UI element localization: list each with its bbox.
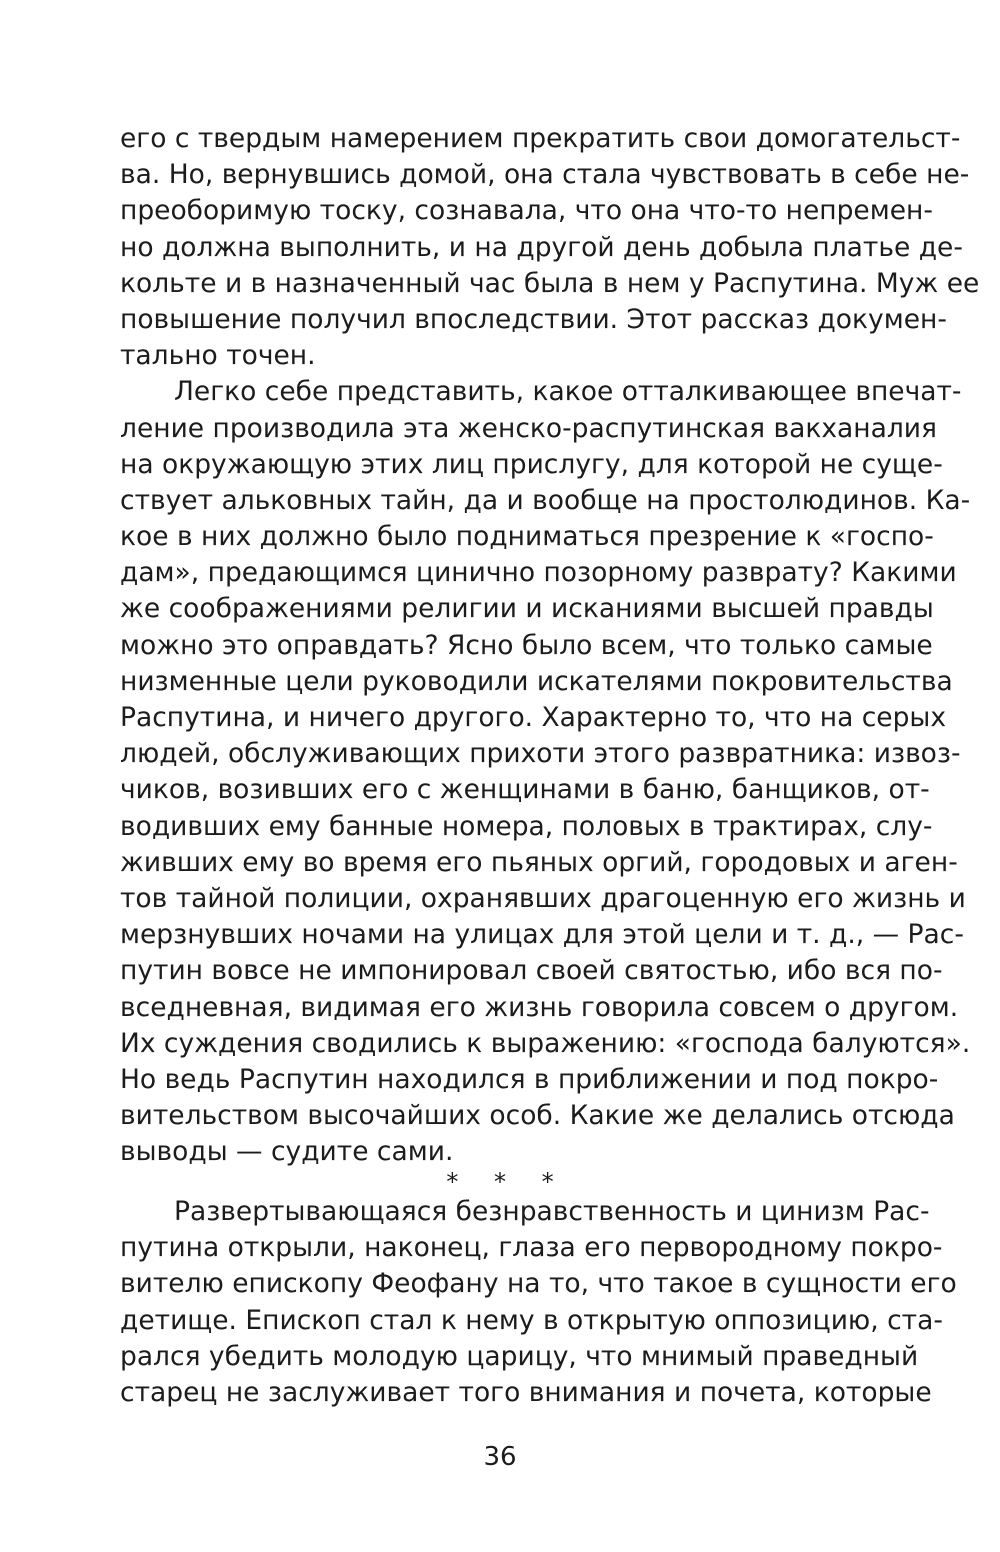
text-line: Развертывающаяся безнравственность и цинизм Рас- — [174, 1196, 930, 1227]
text-line: повышение получил впоследствии. Этот рассказ докумен- — [120, 303, 947, 335]
text-line: вительством высочайших особ. Какие же делались отсюда — [120, 1100, 955, 1132]
page-number: 36 — [483, 1442, 517, 1472]
text-line: но должна выполнить, и на другой день добыла платье де- — [120, 231, 963, 263]
text-line: чиков, возивших его с женщинами в баню, банщиков, от- — [120, 774, 930, 806]
text-line: выводы — судите сами. — [120, 1136, 454, 1168]
text-line: водивших ему банные номера, половых в трактирах, слу- — [120, 810, 933, 842]
text-line: детище. Епископ стал к нему в открытую оппозицию, ста- — [120, 1304, 943, 1336]
text-line: Легко себе представить, какое отталкивающее впечат- — [174, 376, 962, 408]
text-line: рался убедить молодую царицу, что мнимый праведный — [120, 1340, 919, 1372]
text-line: путина открыли, наконец, глаза его первородному покро- — [120, 1232, 943, 1264]
section-separator: * * * — [446, 1168, 568, 1196]
text-line: Их суждения сводились к выражению: «господа балуются». — [120, 1027, 971, 1059]
text-line: мерзнувших ночами на улицах для этой цели и т. д., — Рас- — [120, 919, 964, 951]
text-line: ва. Но, вернувшись домой, она стала чувствовать в себе не- — [120, 159, 970, 191]
main-text-block — [120, 121, 980, 1170]
text-line: вителю епископу Феофану на то, что такое в сущности его — [120, 1268, 957, 1300]
text-line: ствует альковных тайн, да и вообще на простолюдинов. Ка- — [120, 484, 971, 516]
text-line: Но ведь Распутин находился в приближении и под покро- — [120, 1063, 939, 1095]
text-line: старец не заслуживает того внимания и почета, которые — [120, 1376, 932, 1408]
text-line: людей, обслуживающих прихоти этого развратника: извоз- — [120, 738, 961, 770]
text-line: преоборимую тоску, сознавала, что она что-то непремен- — [120, 195, 933, 227]
text-line: ление производила эта женско-распутинская вакханалия — [120, 412, 937, 444]
text-line: тально точен. — [120, 340, 316, 372]
text-line: кольте и в назначенный час была в нем у Распутина. Муж ее — [120, 267, 980, 299]
text-line: дам», предающимся цинично позорному разврату? Какими — [120, 557, 957, 589]
text-line: путин вовсе не импонировал своей святостью, ибо вся по- — [120, 955, 943, 987]
text-line: можно это оправдать? Ясно было всем, что только самые — [120, 629, 933, 661]
text-line: живших ему во время его пьяных оргий, городовых и аген- — [120, 846, 958, 878]
text-line: кое в них должно было подниматься презрение к «госпо- — [120, 521, 934, 553]
text-line: тов тайной полиции, охранявших драгоценную его жизнь и — [120, 882, 966, 914]
text-line: его с твердым намерением прекратить свои домогательст- — [120, 123, 961, 154]
text-line: низменные цели руководили искателями покровительства — [120, 665, 953, 697]
text-line: на окружающую этих лиц прислугу, для которой не суще- — [120, 448, 943, 480]
continuation-text-block — [120, 1194, 957, 1411]
text-line: вседневная, видимая его жизнь говорила совсем о другом. — [120, 991, 959, 1023]
text-line: же соображениями религии и исканиями высшей правды — [120, 593, 934, 625]
text-line: Распутина, и ничего другого. Характерно то, что на серых — [120, 702, 947, 733]
